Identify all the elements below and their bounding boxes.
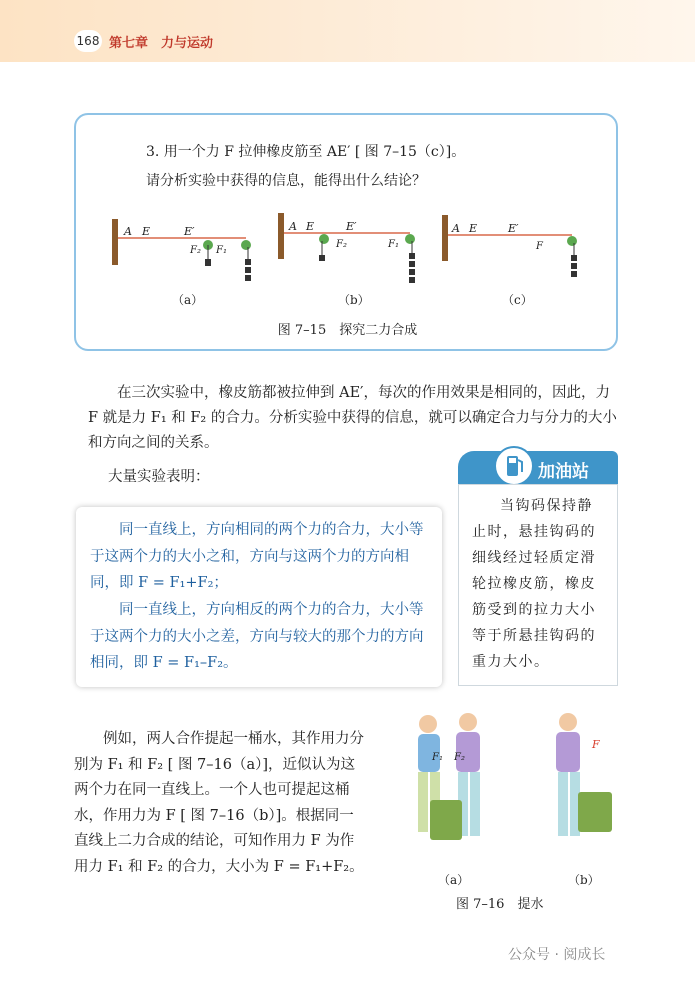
svg-text:F₂: F₂ (336, 239, 347, 250)
label-E-a: E (142, 225, 151, 238)
weight-a1 (205, 259, 211, 266)
watermark: 公众号 · 阅成长 (508, 947, 606, 963)
experiment-b (278, 213, 415, 283)
sidebar-text: 当钩码保持静止时，悬挂钩码的细线经过轻质定滑轮拉橡皮筋，橡皮筋受到的拉力大小等于所悬挂钩码的重力大小。 (472, 498, 596, 670)
conclusion-opposite-direction: 同一直线上，方向相反的两个力的合力，大小等于这两个力的大小之差，方向与较大的那个力的方向相同，即 F = F₁–F₂。 (90, 602, 424, 671)
pulley-a2 (241, 240, 251, 250)
svg-text:E′: E′ (508, 222, 519, 235)
figure-7-16-caption: 图 7–16 提水 (456, 897, 544, 912)
svg-text:F₁: F₁ (432, 752, 443, 763)
conclusion-box (76, 507, 442, 687)
subfig-7-16-b-label: （b） (568, 873, 600, 887)
example-paragraph: 例如，两人合作提起一桶水，其作用力分别为 F₁ 和 F₂ [ 图 7–16（a）]，近似认为这两个力在同一直线上。一个人也可提起这桶水，作用力为 F [ 图 7–16（b）]。根据同一直线上二力合成的结论，可知作用力 F 为作用力 F₁ 和 F₂ 的合力，大小为 F = F₁+F₂。 (74, 731, 364, 875)
subfig-a-label: （a） (172, 293, 204, 307)
question-line-1: 3. 用一个力 F 拉伸橡皮筋至 AE′ [ 图 7–15（c）]。 (146, 144, 466, 160)
label-F2-a: F₂ (190, 245, 201, 256)
svg-text:F₂: F₂ (454, 752, 465, 763)
experiment-figure (108, 205, 588, 295)
gas-pump-icon (494, 446, 534, 486)
svg-text:A: A (452, 222, 460, 235)
figure-7-15-caption: 图 7–15 探究二力合成 (277, 323, 418, 338)
svg-text:E: E (306, 220, 315, 233)
subfig-7-16-a-label: （a） (438, 873, 470, 887)
wall-a (112, 219, 118, 265)
svg-text:F₁: F₁ (388, 239, 399, 250)
subfig-c-label: （c） (502, 293, 533, 307)
svg-text:A: A (289, 220, 297, 233)
sidebar-title: 加油站 (538, 462, 589, 482)
conclusion-same-direction: 同一直线上，方向相同的两个力的合力，大小等于这两个力的大小之和，方向与这两个力的方向相同，即 F = F₁+F₂； (90, 522, 424, 591)
paragraph-2: 大量实验表明： (108, 469, 210, 485)
bucket-b (578, 792, 612, 832)
svg-text:E′: E′ (346, 220, 357, 233)
svg-text:E: E (469, 222, 478, 235)
carrying-water-figure (388, 712, 638, 887)
label-A-a: A (124, 225, 132, 238)
svg-text:F: F (592, 738, 600, 751)
page-header (0, 0, 695, 62)
paragraph-1: 在三次实验中，橡皮筋都被拉伸到 AE′，每次的作用效果是相同的，因此，力 F 就是力 F₁ 和 F₂ 的合力。分析实验中获得的信息，就可以确定合力与分力的大小和方向之间的关系。 (88, 385, 617, 451)
experiment-c (442, 215, 577, 277)
chapter-title: 第七章 力与运动 (109, 36, 214, 51)
label-F1-a: F₁ (216, 245, 227, 256)
experiment-a (112, 219, 251, 281)
page-number: 168 (74, 30, 102, 52)
svg-text:F: F (536, 241, 543, 252)
label-Eprime-a: E′ (184, 225, 195, 238)
subfig-b-label: （b） (338, 293, 370, 307)
question-line-2: 请分析实验中获得的信息，能得出什么结论？ (146, 173, 426, 189)
bucket-a (430, 800, 462, 840)
person-3 (556, 713, 580, 836)
